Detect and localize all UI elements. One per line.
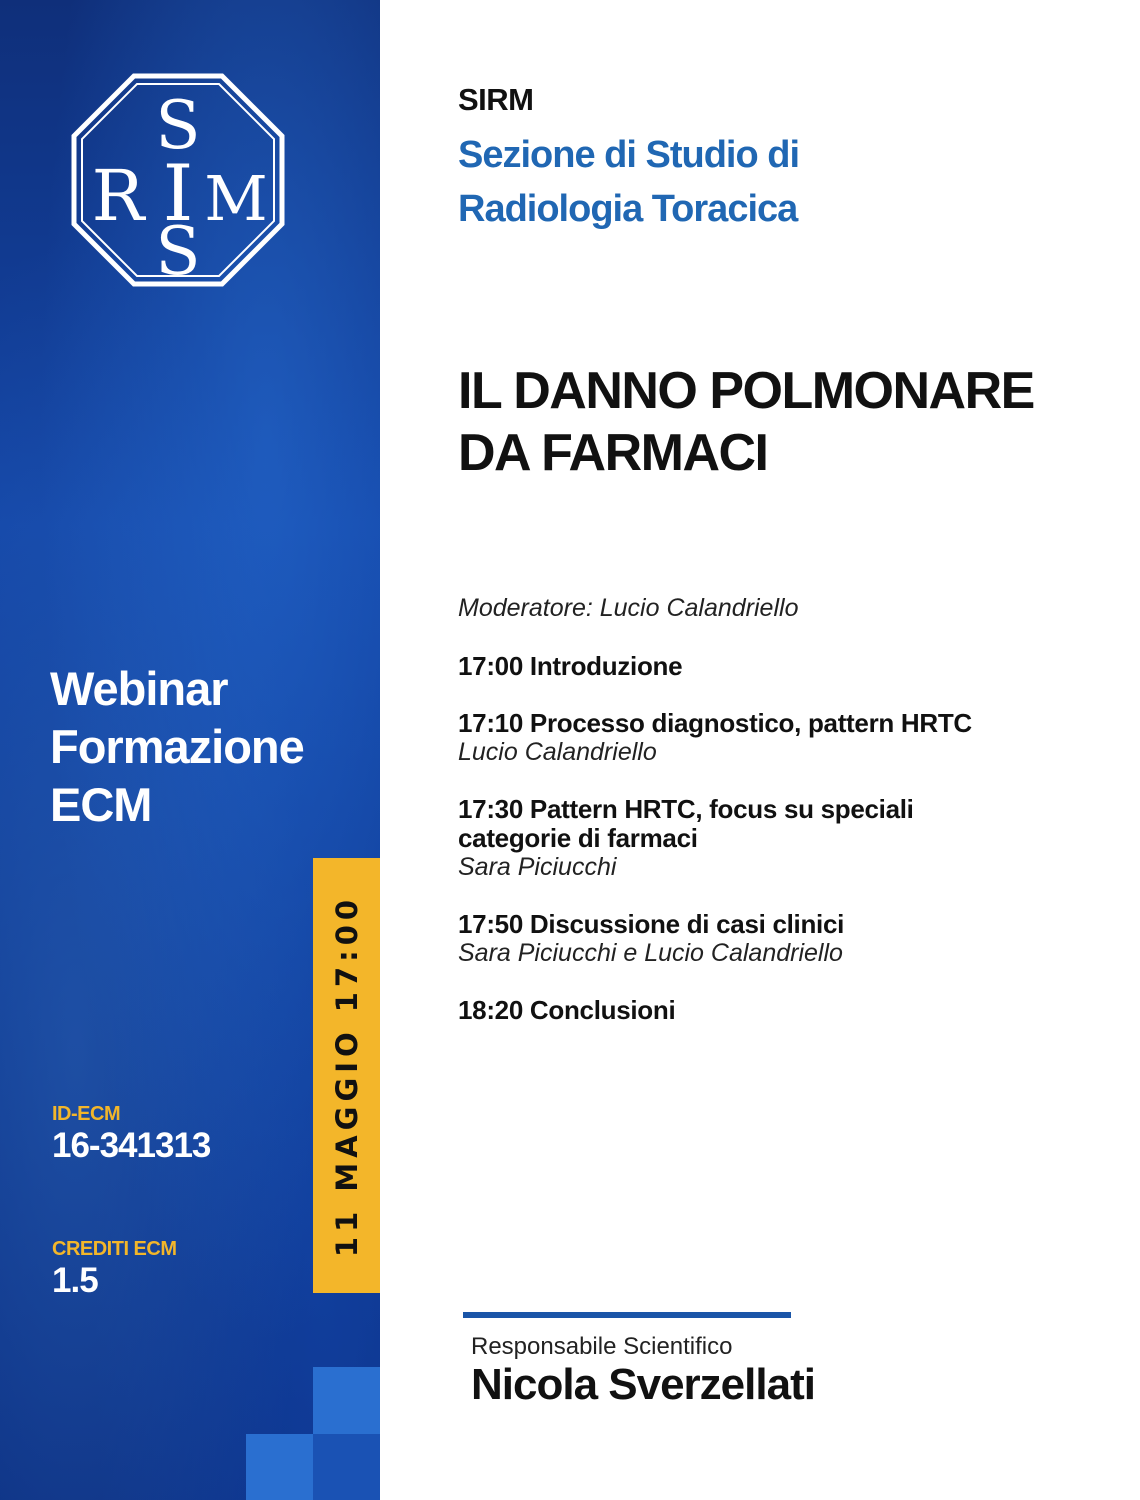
agenda-item-title: 17:10 Processo diagnostico, pattern HRTC <box>458 708 972 738</box>
decor-square <box>313 1367 380 1434</box>
course-type <box>50 660 304 834</box>
footer-divider <box>463 1312 791 1318</box>
agenda-item <box>458 795 1118 882</box>
logo-letter-center: I <box>162 149 194 239</box>
course-type-line: Formazione <box>50 720 304 773</box>
sirm-logo <box>68 70 288 290</box>
agenda-item <box>458 652 1118 681</box>
agenda-item-speaker: Sara Piciucchi e Lucio Calandriello <box>458 939 843 967</box>
section-name <box>458 128 799 236</box>
id-ecm-label: ID-ECM <box>52 1103 121 1125</box>
date-strip <box>313 858 380 1293</box>
agenda-item <box>458 996 1118 1025</box>
agenda-item-speaker: Sara Piciucchi <box>458 853 617 881</box>
logo-letter-top: S <box>155 87 201 164</box>
agenda-item-speaker: Lucio Calandriello <box>458 738 657 766</box>
agenda-item-title: 17:00 Introduzione <box>458 651 683 681</box>
credits-label: CREDITI ECM <box>52 1238 177 1260</box>
agenda-item-title: 17:50 Discussione di casi clinici <box>458 909 845 939</box>
decor-square <box>313 1434 380 1500</box>
responsible-label: Responsabile Scientifico <box>471 1333 733 1360</box>
agenda-item <box>458 709 1118 767</box>
agenda-item <box>458 910 1118 968</box>
moderator: Moderatore: Lucio Calandriello <box>458 594 799 622</box>
logo-letter-bottom: S <box>155 213 201 290</box>
event-title <box>458 360 1034 484</box>
credits-value: 1.5 <box>52 1261 98 1300</box>
section-name-line: Radiologia Toracica <box>458 188 798 230</box>
event-title-line: IL DANNO POLMONARE <box>458 362 1034 420</box>
course-type-line: ECM <box>50 778 152 831</box>
event-title-line: DA FARMACI <box>458 424 768 482</box>
responsible-name: Nicola Sverzellati <box>471 1360 815 1409</box>
logo-letter-left: R <box>91 155 145 237</box>
event-date: 11 MAGGIO 17:00 <box>329 894 364 1257</box>
course-type-line: Webinar <box>50 662 228 715</box>
org-name: SIRM <box>458 82 534 117</box>
decor-square <box>246 1434 313 1500</box>
agenda <box>458 652 1118 1053</box>
logo-letter-right: M <box>204 162 268 235</box>
agenda-item-title: 17:30 Pattern HRTC, focus su speciali categorie di farmaci <box>458 794 914 853</box>
section-name-line: Sezione di Studio di <box>458 134 799 176</box>
sidebar-panel <box>0 0 380 1500</box>
id-ecm-value: 16-341313 <box>52 1126 211 1165</box>
agenda-item-title: 18:20 Conclusioni <box>458 995 676 1025</box>
